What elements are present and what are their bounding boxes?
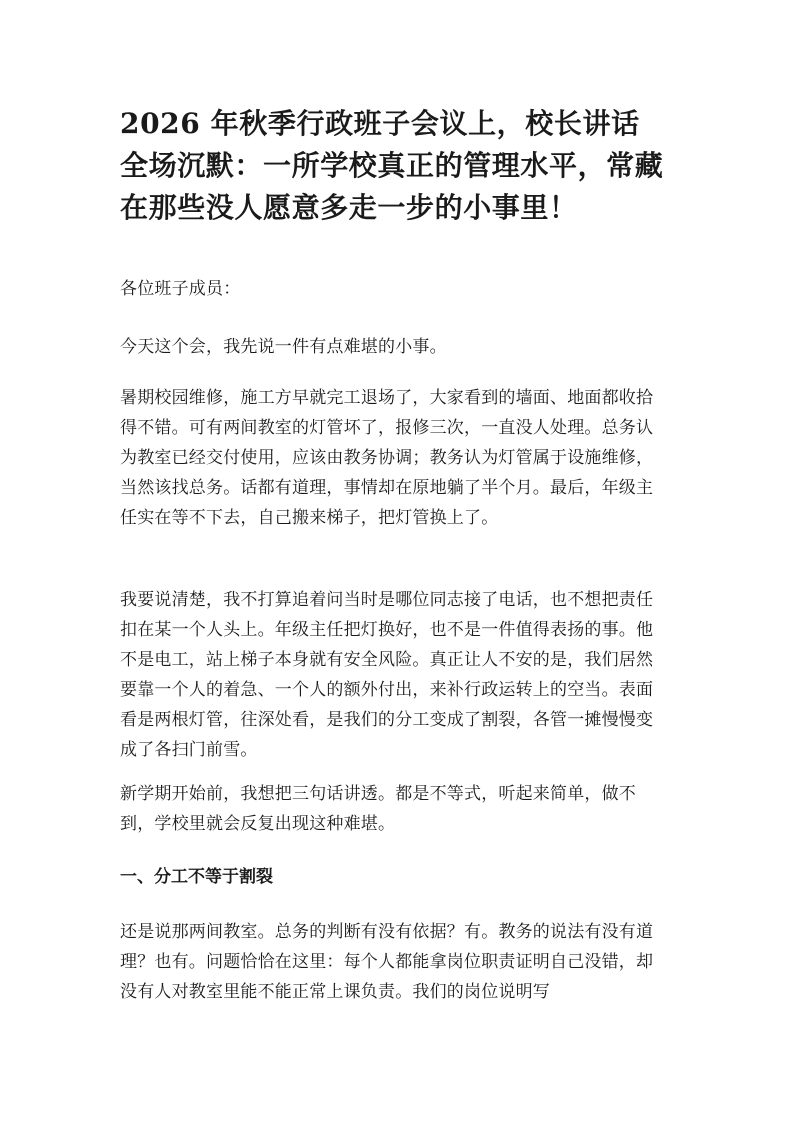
body-paragraph: 新学期开始前，我想把三句话讲透。都是不等式，听起来简单，做不到，学校里就会反复出现这种难堪。 <box>120 784 636 834</box>
document-title: 2026 年秋季行政班子会议上，校长讲话全场沉默：一所学校真正的管理水平，常藏在那些没人愿意多走一步的小事里！ <box>120 107 664 224</box>
body-paragraph: 还是说那两间教室。总务的判断有没有依据？有。教务的说法有没有道理？也有。问题恰恰在这里：每个人都能拿岗位职责证明自己没错，却没有人对教室里能不能正常上课负责。我们的岗位说明写 <box>120 922 654 1002</box>
body-paragraph: 暑期校园维修，施工方早就完工退场了，大家看到的墙面、地面都收拾得不错。可有两间教室的灯管坏了，报修三次，一直没人处理。总务认为教室已经交付使用，应该由教务协调；教务认为灯管属于设施维修，当然该找总务。话都有道理，事情却在原地躺了半个月。最后，年级主任实在等不下去，自己搬来梯子，把灯管换上了。 <box>120 388 654 528</box>
body-paragraph: 我要说清楚，我不打算追着问当时是哪位同志接了电话，也不想把责任扣在某一个人头上。年级主任把灯换好，也不是一件值得表扬的事。他不是电工，站上梯子本身就有安全风险。真正让人不安的是，我们居然要靠一个人的着急、一个人的额外付出，来补行政运转上的空当。表面看是两根灯管，往深处看，是我们的分工变成了割裂，各管一摊慢慢变成了各扫门前雪。 <box>120 590 654 760</box>
section-heading: 一、分工不等于割裂 <box>120 867 273 887</box>
greeting-line: 各位班子成员： <box>120 279 241 299</box>
body-paragraph: 今天这个会，我先说一件有点难堪的小事。 <box>120 337 447 357</box>
